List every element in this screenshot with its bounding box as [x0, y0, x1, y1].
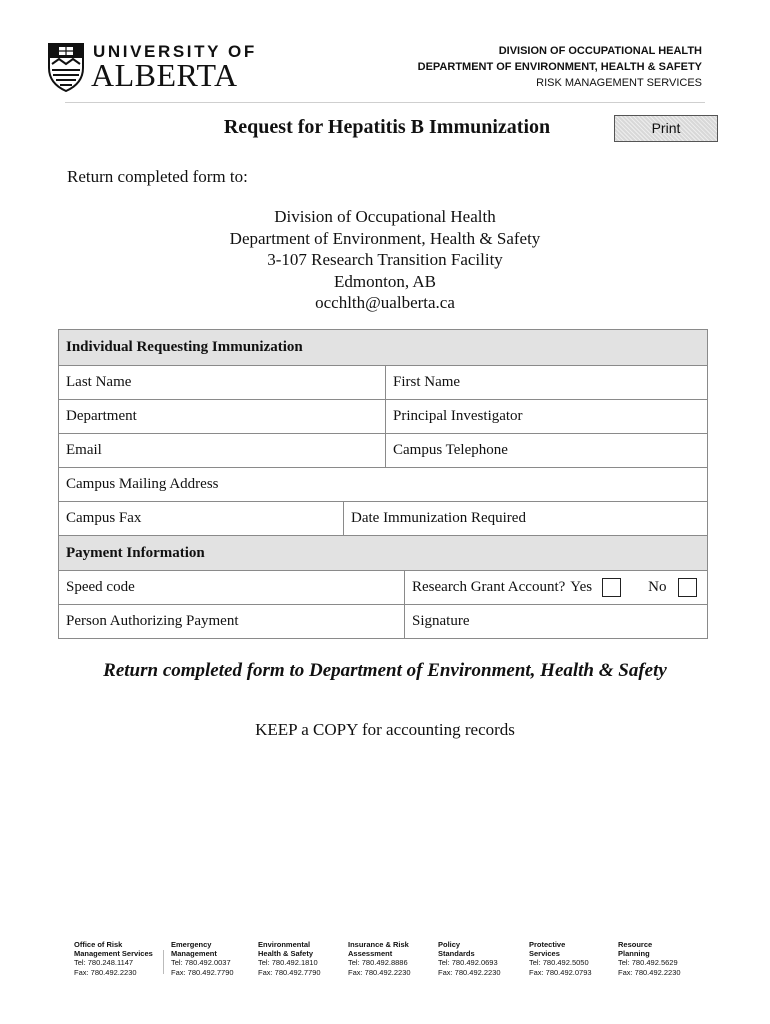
footer-col-subtitle: Management Services: [74, 949, 153, 959]
section-title-payment: Payment Information: [66, 544, 205, 561]
immunization-form: [58, 329, 708, 639]
footer-col-title: Policy: [438, 940, 461, 949]
footer-tel: Tel: 780.492.0693: [438, 958, 498, 968]
footer-fax: Fax: 780.492.2230: [74, 967, 137, 977]
logo-alberta-text: ALBERTA: [91, 57, 238, 93]
footer-col: [348, 940, 411, 977]
form-row: [59, 570, 707, 604]
yes-label: Yes: [570, 579, 593, 595]
campus-fax-field[interactable]: Campus Fax: [66, 510, 142, 526]
email-field[interactable]: Email: [66, 442, 102, 458]
footer-col: [171, 940, 234, 977]
address-line-3: 3-107 Research Transition Facility: [267, 250, 503, 269]
section-header-individual: [59, 330, 707, 365]
form-row: [59, 365, 707, 399]
crest-icon: [47, 42, 85, 92]
footer-fax: Fax: 780.492.2230: [438, 967, 501, 977]
footer-col: [529, 940, 592, 977]
keep-copy-note: KEEP a COPY for accounting records: [255, 720, 515, 739]
footer-col: [438, 940, 501, 977]
division-line-3: RISK MANAGEMENT SERVICES: [536, 77, 702, 89]
speed-code-field[interactable]: Speed code: [66, 579, 135, 595]
footer-col-title: Emergency: [171, 940, 212, 949]
department-field[interactable]: Department: [66, 408, 137, 424]
page-title: Request for Hepatitis B Immunization: [223, 116, 551, 138]
footer-col-subtitle: Management: [171, 949, 217, 959]
footer-divider: [163, 950, 164, 974]
university-logo: [47, 40, 257, 96]
date-immunization-required-field[interactable]: Date Immunization Required: [343, 502, 707, 535]
section-header-payment: [59, 535, 707, 570]
footer-fax: Fax: 780.492.2230: [348, 967, 411, 977]
section-title-individual: Individual Requesting Immunization: [66, 339, 303, 355]
footer-fax: Fax: 780.492.7790: [171, 967, 234, 977]
division-block: [418, 43, 702, 91]
research-grant-cell: [404, 571, 707, 604]
footer-col-subtitle: Standards: [438, 949, 475, 959]
logo-university-text: UNIVERSITY OF: [93, 42, 257, 61]
no-label: No: [648, 579, 667, 595]
division-line-1: DIVISION OF OCCUPATIONAL HEALTH: [498, 45, 702, 57]
principal-investigator-field[interactable]: Principal Investigator: [385, 400, 707, 433]
form-row: [59, 433, 707, 467]
campus-mailing-address-field[interactable]: Campus Mailing Address: [66, 476, 219, 492]
form-row: [59, 399, 707, 433]
footer-tel: Tel: 780.492.0037: [171, 958, 231, 968]
division-line-2: DEPARTMENT OF ENVIRONMENT, HEALTH & SAFETY: [417, 61, 702, 73]
address-line-4: Edmonton, AB: [333, 271, 436, 291]
address-line-5: occhlth@ualberta.ca: [315, 293, 455, 312]
first-name-field[interactable]: First Name: [385, 366, 707, 399]
form-row: [59, 467, 707, 501]
footer-col-title: Insurance & Risk: [348, 940, 409, 949]
footer-col-title: Office of Risk: [74, 940, 123, 949]
footer-col-title: Protective: [529, 940, 566, 949]
footer-fax: Fax: 780.492.2230: [618, 967, 681, 977]
yes-checkbox[interactable]: [602, 578, 621, 597]
footer-col-subtitle: Health & Safety: [258, 949, 314, 959]
form-row: [59, 501, 707, 535]
footer-tel: Tel: 780.492.5629: [618, 958, 678, 968]
footer-col-subtitle: Planning: [618, 949, 650, 959]
return-address: [0, 206, 770, 314]
campus-telephone-field[interactable]: Campus Telephone: [385, 434, 707, 467]
footer-col: [74, 940, 153, 977]
header-divider: [65, 102, 705, 103]
no-checkbox[interactable]: [678, 578, 697, 597]
footer-tel: Tel: 780.248.1147: [74, 958, 134, 968]
signature-field[interactable]: Signature: [404, 605, 707, 638]
address-line-1: Division of Occupational Health: [274, 207, 496, 226]
person-authorizing-field[interactable]: Person Authorizing Payment: [66, 613, 239, 629]
return-label: Return completed form to:: [67, 167, 248, 186]
last-name-field[interactable]: Last Name: [66, 374, 132, 390]
address-line-2: Department of Environment, Health & Safety: [229, 228, 541, 248]
footer-contacts: [74, 940, 714, 980]
footer-col-subtitle: Assessment: [348, 949, 393, 959]
footer-tel: Tel: 780.492.5050: [529, 958, 589, 968]
return-instruction: Return completed form to Department of Environment, Health & Safety: [103, 660, 667, 681]
research-grant-label: Research Grant Account?: [412, 579, 566, 595]
footer-col-title: Resource: [618, 940, 653, 949]
print-button[interactable]: Print: [614, 115, 718, 142]
footer-col-title: Environmental: [258, 940, 311, 949]
footer-tel: Tel: 780.492.1810: [258, 958, 318, 968]
footer-col-subtitle: Services: [529, 949, 560, 959]
footer-fax: Fax: 780.492.7790: [258, 967, 321, 977]
footer-tel: Tel: 780.492.8886: [348, 958, 408, 968]
footer-col: [258, 940, 321, 977]
form-row: [59, 604, 707, 638]
footer-fax: Fax: 780.492.0793: [529, 967, 592, 977]
footer-col: [618, 940, 681, 977]
